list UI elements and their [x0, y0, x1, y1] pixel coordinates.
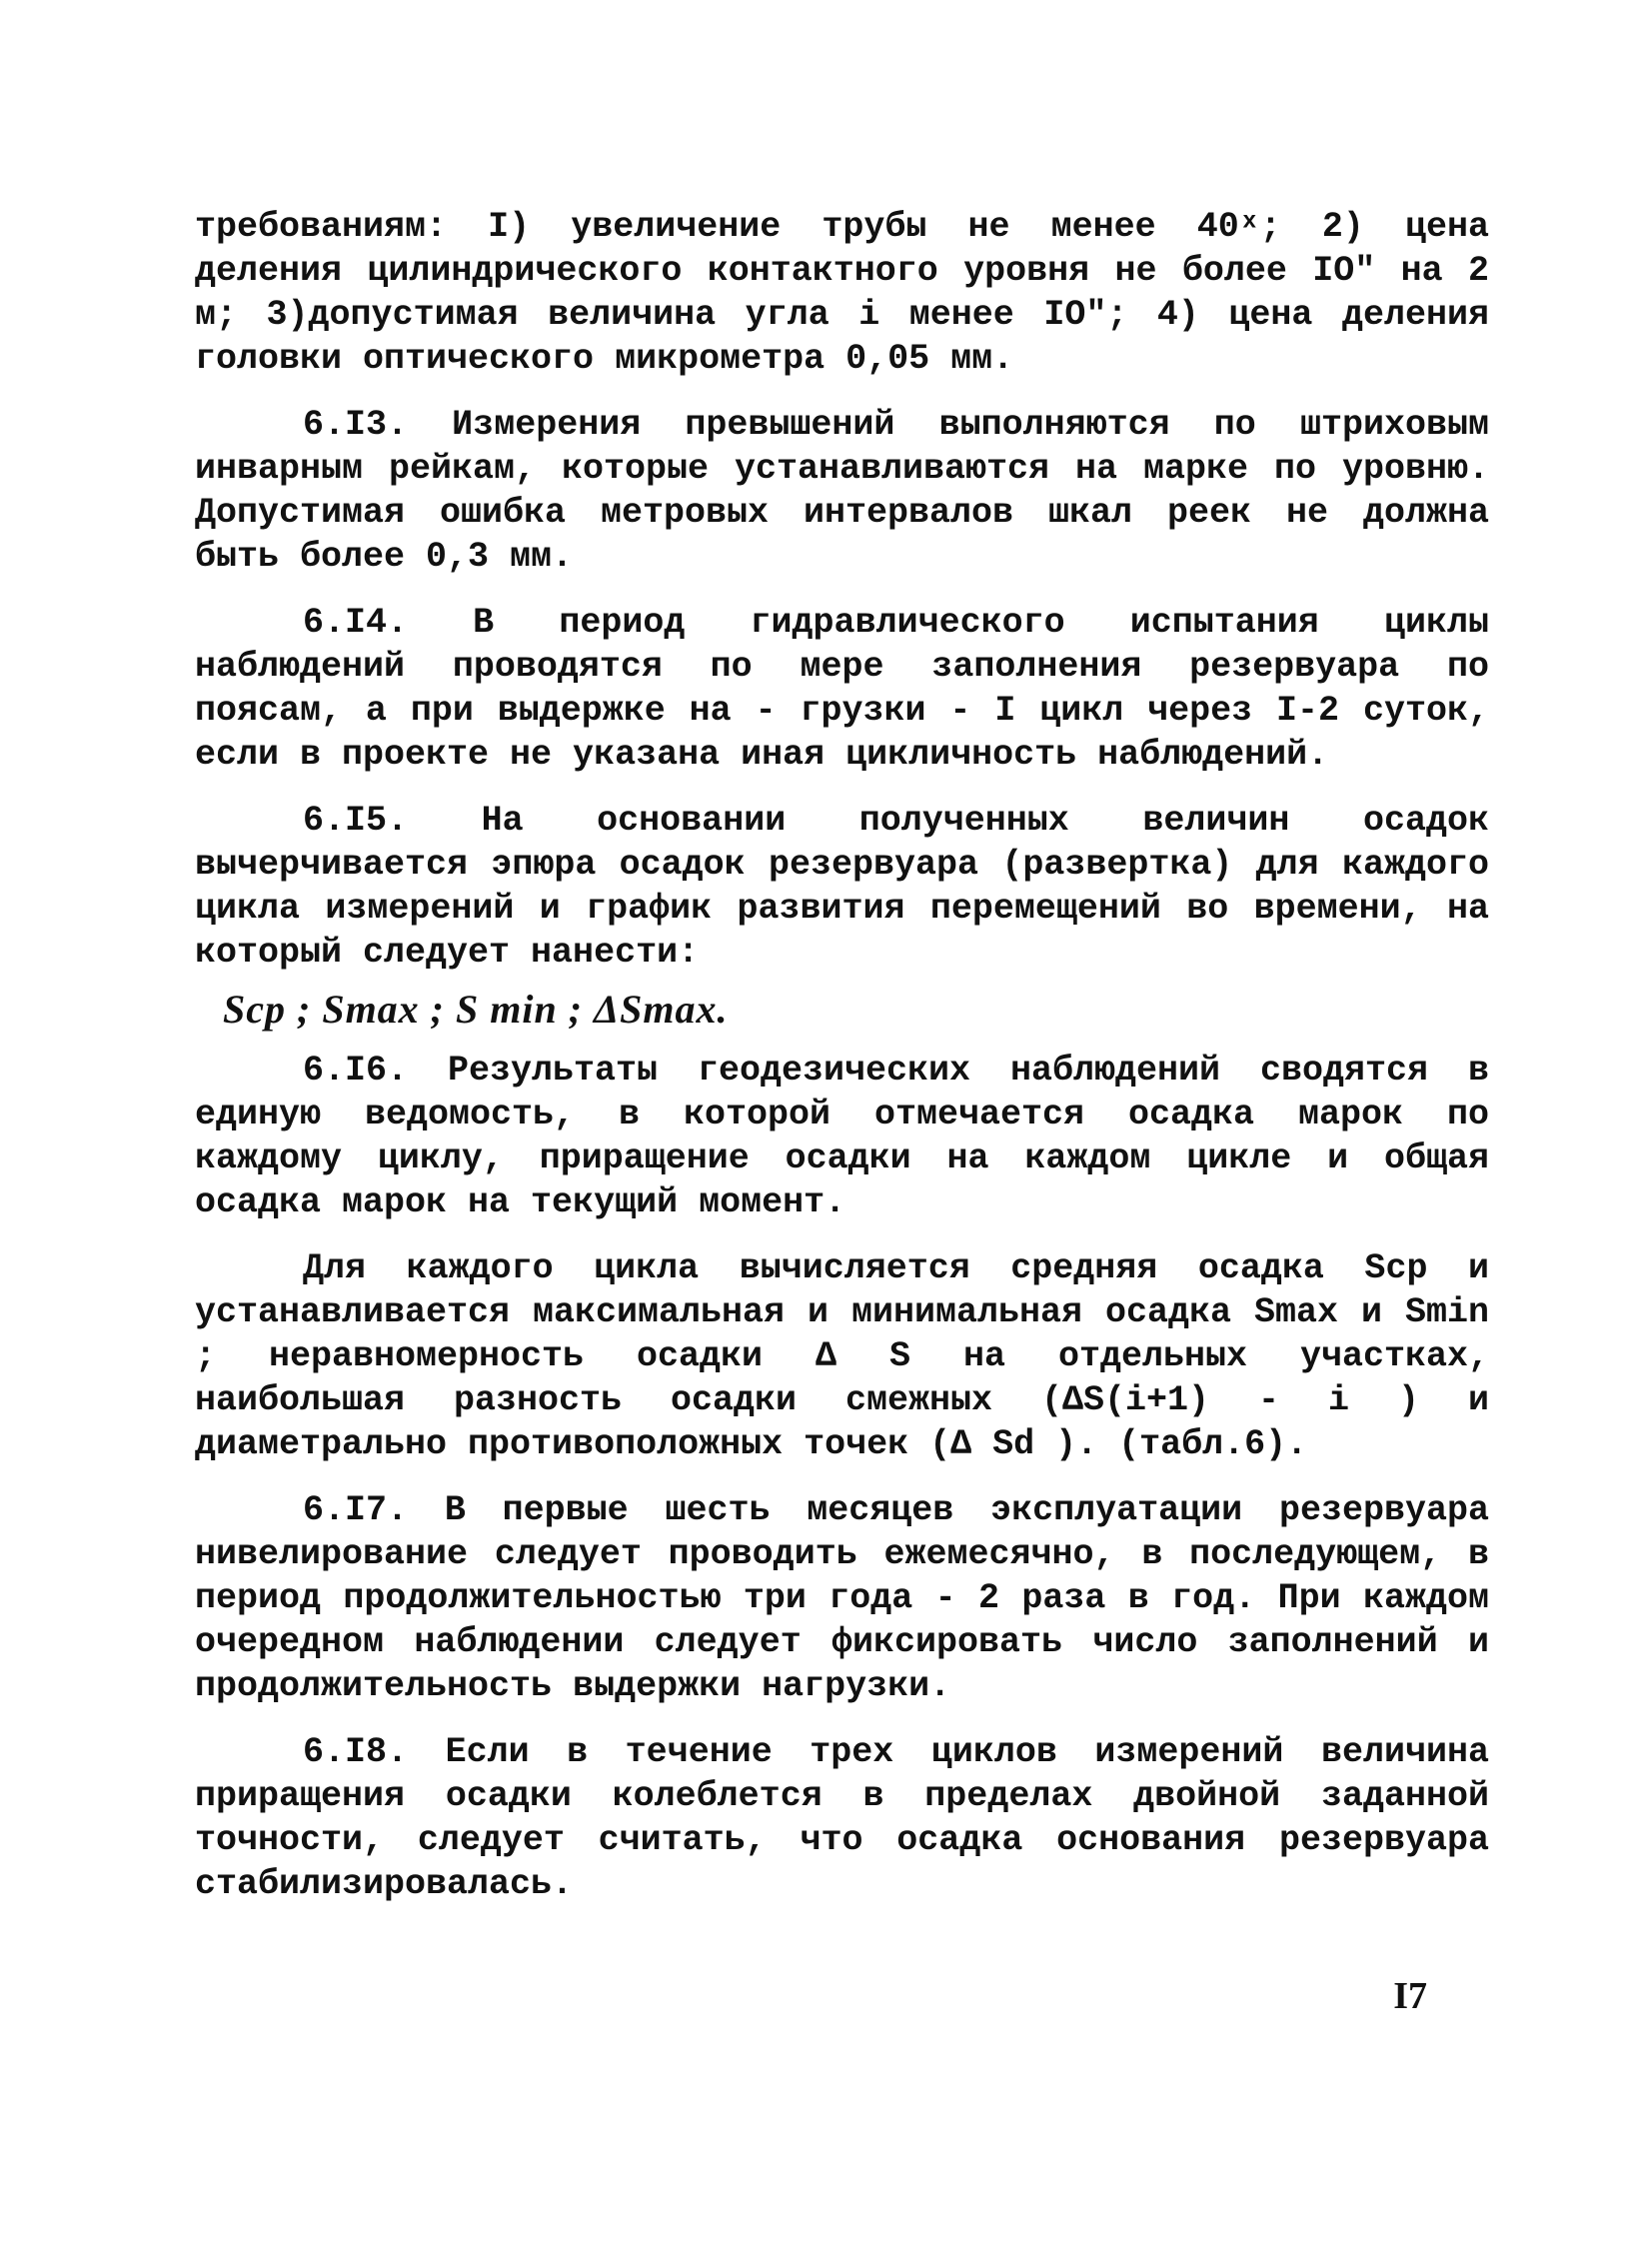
paragraph-continued: требованиям: I) увеличение трубы не менее 40ˣ; 2) цена деления цилиндрического контактного уровня не более IO" на 2 м; 3)допустимая величина угла i менее IO"; 4) цена деления головки оптического микрометра 0,05 мм.: [195, 207, 1489, 379]
paragraph-6-14: 6.I4. В период гидравлического испытания циклы наблюдений проводятся по мере заполнения резервуара по поясам, а при выдержке на - грузки - I цикл через I-2 суток, если в проекте не указана иная цикличность наблюдений.: [195, 603, 1489, 775]
paragraph-6-16-continued: Для каждого цикла вычисляется средняя осадка Sср и устанавливается максимальная и минимальная осадка Smax и Smin ; неравномерность осадки Δ S на отдельных участках, наибольшая разность осадки смежных (ΔS(i+1) - i ) и диаметрально противоположных точек (Δ Sd ). (табл.6).: [195, 1248, 1489, 1464]
paragraph-6-15: 6.I5. На основании полученных величин осадок вычерчивается эпюра осадок резервуара (развертка) для каждого цикла измерений и график развития перемещений во времени, на который следует нанести:: [195, 801, 1489, 973]
paragraph-6-16: 6.I6. Результаты геодезических наблюдений сводятся в единую ведомость, в которой отмечается осадка марок по каждому циклу, приращение осадки на каждом цикле и общая осадка марок на текущий момент.: [195, 1051, 1489, 1222]
page-number: I7: [1393, 1975, 1427, 2017]
paragraph-6-17: 6.I7. В первые шесть месяцев эксплуатации резервуара нивелирование следует проводить ежемесячно, в последующем, в период продолжительностью три года - 2 раза в год. При каждом очередном наблюдении следует фиксировать число заполнений и продолжительность выдержки нагрузки.: [195, 1490, 1489, 1706]
paragraph-6-13: 6.I3. Измерения превышений выполняются по штриховым инварным рейкам, которые устанавливаются на марке по уровню. Допустимая ошибка метровых интервалов шкал реек не должна быть более 0,3 мм.: [195, 405, 1489, 577]
formula-settlement-values: Sср ; Smax ; S min ; ΔSmax.: [223, 987, 729, 1032]
document-body: [195, 205, 1489, 1928]
paragraph-6-18: 6.I8. Если в течение трех циклов измерений величина приращения осадки колеблется в пределах двойной заданной точности, следует считать, что осадка основания резервуара стабилизировалась.: [195, 1732, 1489, 1904]
